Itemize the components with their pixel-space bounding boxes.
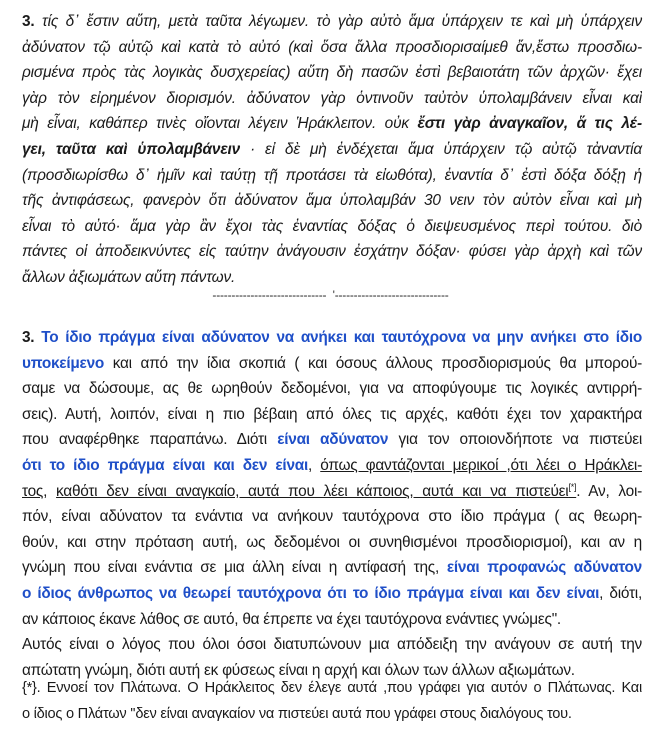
text-line: πόν, είναι αδύνατον τα ενάντια να ανήκουν ταυτόχρονα στο ίδιο πράγμα ( ας θεωρη- <box>22 508 642 526</box>
text-line: ο ίδιος άνθρωπος να θεωρεί ταυτόχρονα ότι το ίδιο πράγμα είναι και δεν είναι, διότι, <box>22 584 642 602</box>
text-line: θούν, και στην πρόταση αυτή, ως δεδομένοι οι συνηθισμένοι προσδιορισμοί), και αν η <box>22 533 642 551</box>
text-line: τος, καθότι δεν είναι αναγκαίο, αυτά που λέει κάποιος, αυτά και να πιστεύει[*]. Αν, λοι- <box>22 481 642 500</box>
text-line: που αναφέρθηκε παραπάνω. Διότι είναι αδύνατον για τον οποιονδήποτε να πιστεύει <box>22 431 643 449</box>
text-line: σαμε να δώσουμε, ας θε ωρηθούν δεδομένοι, για να αποφύγουμε τις λογικές αντιρρή- <box>22 380 642 398</box>
text-line: πάντες οἱ ἀποδεικνύντες εἰς ταύτην ἀνάγουσιν ἐσχάτην δόξαν· φύσει γὰρ ἀρχὴ καὶ τῶν <box>22 243 642 261</box>
text-line: ἄλλων ἀξιωμάτων αὕτη πάντων. <box>22 268 236 286</box>
text-line: γνώμη που είναι ενάντια σε μια άλλη είναι η αντίφασή της, είναι προφανώς αδύνατον <box>22 559 642 577</box>
blue-emphasis: Το ίδιο πράγμα είναι αδύνατον να ανήκει και ταυτόχρονα να μην ανήκει στο ίδιο <box>34 329 642 346</box>
text-line: υποκείμενο και από την ίδια σκοπιά ( και όσους άλλους προσδιορισμούς θα μπορού- <box>22 354 642 372</box>
bold-emphasis: ἔστι γὰρ ἀναγκαῖον, ἅ τις λέ- <box>417 115 642 133</box>
section-separator: ------------------------------ '------------------------------ <box>212 288 449 302</box>
footnote-reference[interactable]: [*] <box>568 481 577 492</box>
text-line: αν κάποιος έκανε λάθος σε αυτό, θα έπρεπε να έχει ταυτόχρονα ενάντιες γνώμες". <box>22 610 561 628</box>
text-line: γὰρ τὸν εἰρημένον διορισμόν. ἀδύνατον γὰρ ὁντινοῦν ταὐτὸν ὑπολαμβάνειν εἶναι καὶ <box>22 89 642 107</box>
blue-emphasis: υποκείμενο <box>22 354 105 372</box>
text-line: τῆς ἀντιφάσεως, φανερὸν ὅτι ἀδύνατον ἅμα ὑπολαμβάν 30 νειν τὸν αὐτὸν εἶναι καὶ μὴ <box>22 192 642 210</box>
text-line: σεις). Αυτή, λοιπόν, είναι η πιο βέβαιη από όλες τις αρχές, καθότι έχει τον χαρακτήρα <box>22 405 642 423</box>
blue-emphasis: είναι αδύνατον <box>277 431 389 449</box>
underlined-text: καθότι δεν είναι αναγκαίο, αυτά που λέει κάποιος, αυτά και να πιστεύει[*] <box>56 481 577 500</box>
text-line: Αυτός είναι ο λόγος που όλοι όσοι διατυπώνουν μια απόδειξη την ανάγουν σε αυτή την <box>22 636 642 654</box>
blue-emphasis: ο ίδιος άνθρωπος να θεωρεί ταυτόχρονα ότι το ίδιο πράγμα είναι και δεν είναι <box>22 584 600 602</box>
footnote-line: ο ίδιος ο Πλάτων ''δεν είναι αναγκαίον να πιστεύει αυτά που γράφει στους διαλόγους του. <box>22 705 572 722</box>
paragraph-number: 3. <box>22 329 35 346</box>
text-line: 3. τίς δ᾽ ἔστιν αὕτη, μετὰ ταῦτα λέγωμεν. τὸ γὰρ αὐτὸ ἅμα ὑπάρχειν τε καὶ μὴ ὑπάρχειν <box>22 13 642 30</box>
ancient-greek-paragraph <box>22 9 642 291</box>
text-line: (προσδιωρίσθω δ᾽ ἡμῖν καὶ ταύτῃ τῇ προτάσει τὰ εἰωθότα), ἐναντία δ᾽ ἐστὶ δόξα δόξῃ ἡ <box>22 166 642 184</box>
text-line: ἀδύνατον τῷ αὐτῷ καὶ κατὰ τὸ αὐτό (καὶ ὅσα ἄλλα προσδιορισαίμεθ ἄν,ἔστω προσδιω- <box>22 38 642 56</box>
text-line: απώτατη γνώμη, διότι αυτή εκ φύσεως είναι η αρχή και όλων των άλλων αξιωμάτων. <box>22 661 575 679</box>
footnote-line: {*}. Εννοεί τον Πλάτωνα. Ο Ηράκλειτος δεν έλεγε αυτά ,που γράφει για αυτόν ο Πλάτωνας. Και <box>22 680 642 696</box>
text-line: γει, ταῦτα καὶ ὑπολαμβάνειν · εἰ δὲ μὴ ἐνδέχεται ἅμα ὑπάρχειν τῷ αὐτῷ τἀναντία <box>22 140 642 158</box>
text-line: εἶναι τὸ αὐτό· ἅμα γὰρ ἂν ἔχοι τὰς ἐναντίας δόξας ὁ διεψευσμένος περὶ τούτου. διὸ <box>22 217 642 235</box>
underlined-text: όπως φαντάζονται μερικοί ,ότι λέει ο Ηράκλει- <box>320 456 642 474</box>
blue-emphasis: είναι προφανώς αδύνατον <box>446 559 642 577</box>
modern-greek-translation <box>22 325 642 683</box>
bold-emphasis: γει, ταῦτα καὶ ὑπολαμβάνειν <box>22 140 241 158</box>
blue-emphasis: ότι το ίδιο πράγμα είναι και δεν είναι <box>22 456 308 474</box>
footnote <box>22 676 642 727</box>
text-line: μὴ εἶναι, καθάπερ τινὲς οἴονται λέγειν Ἡράκλειτον. οὐκ ἔστι γὰρ ἀναγκαῖον, ἅ τις λέ- <box>22 115 642 133</box>
text-line: ρισμένα πρὸς τὰς λογικὰς δυσχερείας) αὕτη δὴ πασῶν ἐστὶ βεβαιοτάτη τῶν ἀρχῶν· ἔχει <box>22 64 642 82</box>
paragraph-number: 3. <box>22 13 35 30</box>
text-line <box>22 325 642 351</box>
underlined-text: τος, <box>22 482 48 500</box>
text-line: ότι το ίδιο πράγμα είναι και δεν είναι, όπως φαντάζονται μερικοί ,ότι λέει ο Ηράκλει- <box>22 456 642 474</box>
